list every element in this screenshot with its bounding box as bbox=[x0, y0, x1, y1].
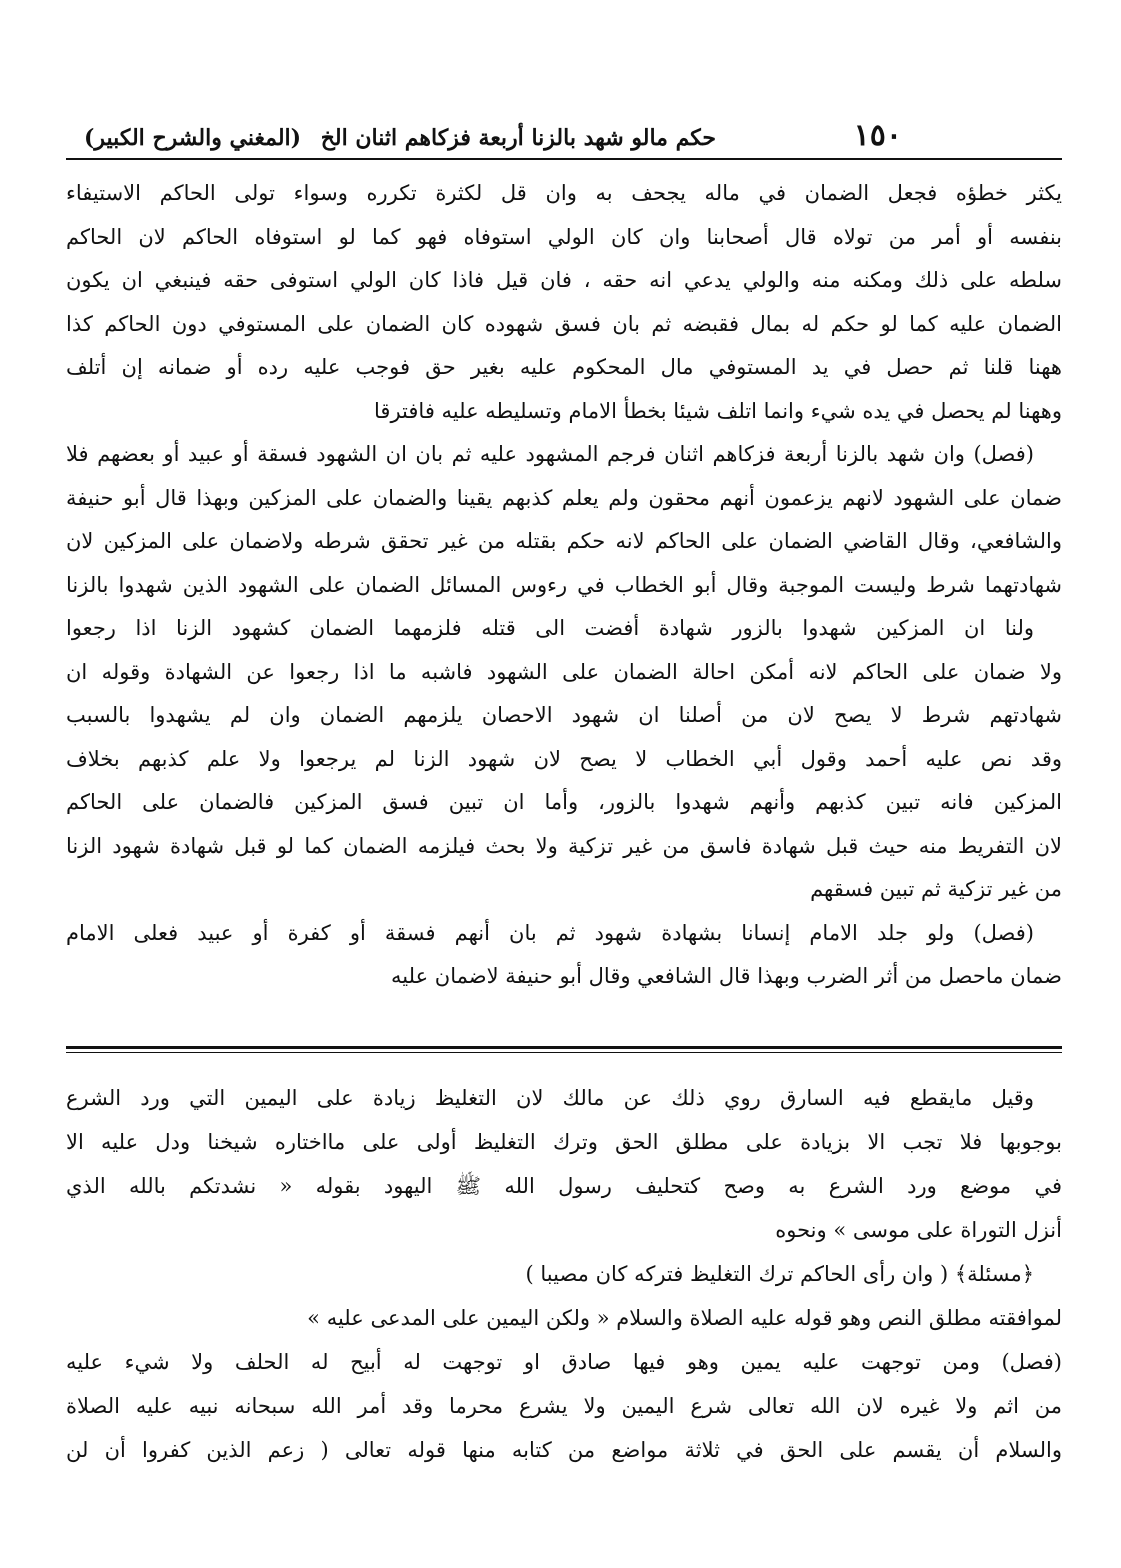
text-line: شهادتهما شرط وليست الموجبة وقال أبو الخطاب في رءوس المسائل الضمان على الشهود الذين شهدوا بالزنا bbox=[66, 572, 1062, 597]
section-divider-thin bbox=[66, 1052, 1062, 1053]
book-title: (المغني والشرح الكبير) bbox=[84, 125, 302, 151]
header-rule bbox=[66, 158, 1062, 160]
text-line: ههنا قلنا ثم حصل في يد المستوفي مال المحكوم عليه بغير حق فوجب عليه رده أو ضمانه إن أتلف bbox=[66, 355, 1062, 379]
text-line: من غير تزكية ثم تبين فسقهم bbox=[810, 877, 1062, 901]
text-line: (فصل) وان شهد بالزنا أربعة فزكاهم اثنان فرجم المشهود عليه ثم بان ان الشهود فسقة أو عبيد أو بعضهم فلا bbox=[66, 442, 1034, 466]
commentary-text bbox=[66, 1076, 1062, 1472]
text-line: والشافعي، وقال القاضي الضمان على الحاكم لانه حكم بقتله من غير تحقق شرطه ولاضمان على المزكين لان bbox=[66, 529, 1062, 553]
text-line: سلطه على ذلك ومكنه منه والولي يدعي انه حقه ، فان قيل فاذا كان الولي استوفى حقه فينبغي ان يكون bbox=[66, 268, 1062, 292]
text-line: بوجوبها فلا تجب الا بزيادة على مطلق الحق وترك التغليظ أولى على مااختاره شيخنا ودل عليه الا bbox=[66, 1130, 1062, 1154]
main-text bbox=[66, 172, 1062, 999]
text-line: ﴿مسئلة﴾ ( وان رأى الحاكم ترك التغليظ فتركه كان مصيبا ) bbox=[525, 1262, 1034, 1286]
text-line: أنزل التوراة على موسى » ونحوه bbox=[775, 1218, 1062, 1242]
text-line: (فصل) ومن توجهت عليه يمين وهو فيها صادق او توجهت له أبيح له الحلف ولا شيء عليه bbox=[66, 1350, 1062, 1374]
text-line: لموافقته مطلق النص وهو قوله عليه الصلاة والسلام « ولكن اليمين على المدعى عليه » bbox=[307, 1306, 1062, 1330]
text-line: شهادتهم شرط لا يصح لان من أصلنا ان شهود الاحصان يلزمهم الضمان وان لم يشهدوا بالسبب bbox=[66, 703, 1062, 727]
text-line: ولنا ان المزكين شهدوا بالزور شهادة أفضت الى قتله فلزمهما الضمان كشهود الزنا اذا رجعوا bbox=[66, 616, 1034, 640]
text-line: يكثر خطؤه فجعل الضمان في ماله يجحف به وان قل لكثرة تكرره وسواء تولى الحاكم الاستيفاء bbox=[66, 181, 1062, 205]
page-number: ١٥٠ bbox=[853, 118, 902, 153]
text-line: وقيل مايقطع فيه السارق روي ذلك عن مالك لان التغليظ زيادة على اليمين التي ورد الشرع bbox=[66, 1086, 1034, 1110]
text-line: والسلام أن يقسم على الحق في ثلاثة مواضع من كتابه منها قوله تعالى ( زعم الذين كفروا أن لن bbox=[66, 1438, 1062, 1462]
text-line: (فصل) ولو جلد الامام إنسانا بشهادة شهود ثم بان أنهم فسقة أو كفرة أو عبيد فعلى الامام bbox=[66, 920, 1034, 945]
text-line: الضمان عليه كما لو حكم له بمال فقبضه ثم بان فسق شهوده كان الضمان على المستوفي دون الحاكم كذا bbox=[66, 311, 1062, 336]
page-header bbox=[66, 112, 1062, 160]
text-line: ضمان ماحصل من أثر الضرب وبهذا قال الشافعي وقال أبو حنيفة لاضمان عليه bbox=[391, 964, 1062, 988]
text-line: المزكين فانه تبين كذبهم وأنهم شهدوا بالزور، وأما ان تبين فسق المزكين فالضمان على الحاكم bbox=[66, 790, 1062, 814]
text-line: وقد نص عليه أحمد وقول أبي الخطاب لا يصح لان شهود الزنا لم يرجعوا ولا علم كذبهم بخلاف bbox=[66, 746, 1062, 771]
text-line: في موضع ورد الشرع به وصح كتحليف رسول الله ﷺ اليهود بقوله « نشدتكم بالله الذي bbox=[66, 1174, 1062, 1198]
text-line: من اثم ولا غيره لان الله تعالى شرع اليمين ولا يشرع محرما وقد أمر الله سبحانه نبيه عليه الصلاة bbox=[66, 1394, 1062, 1418]
text-line: بنفسه أو أمر من تولاه قال أصحابنا وان كان الولي استوفاه فهو كما لو استوفاه الحاكم لان الحاكم bbox=[66, 224, 1062, 249]
text-line: لان التفريط منه حيث قبل شهادة فاسق من غير تزكية ولا بحث فيلزمه الضمان كما لو قبل شهادة شهود الزنا bbox=[66, 833, 1062, 858]
text-line: ولا ضمان على الحاكم لانه أمكن احالة الضمان على الشهود فاشبه ما اذا رجعوا عن الشهادة وقوله ان bbox=[66, 659, 1062, 684]
text-line: وههنا لم يحصل في يده شيء وانما اتلف شيئا بخطأ الامام وتسليطه عليه فافترقا bbox=[374, 398, 1062, 423]
section-divider bbox=[66, 1046, 1062, 1049]
running-title: حكم مالو شهد بالزنا أربعة فزكاهم اثنان الخ bbox=[320, 125, 716, 151]
text-line: ضمان على الشهود لانهم يزعمون أنهم محقون ولم يعلم كذبهم يقينا والضمان على المزكين وبهذا قال أبو حنيفة bbox=[66, 485, 1062, 510]
